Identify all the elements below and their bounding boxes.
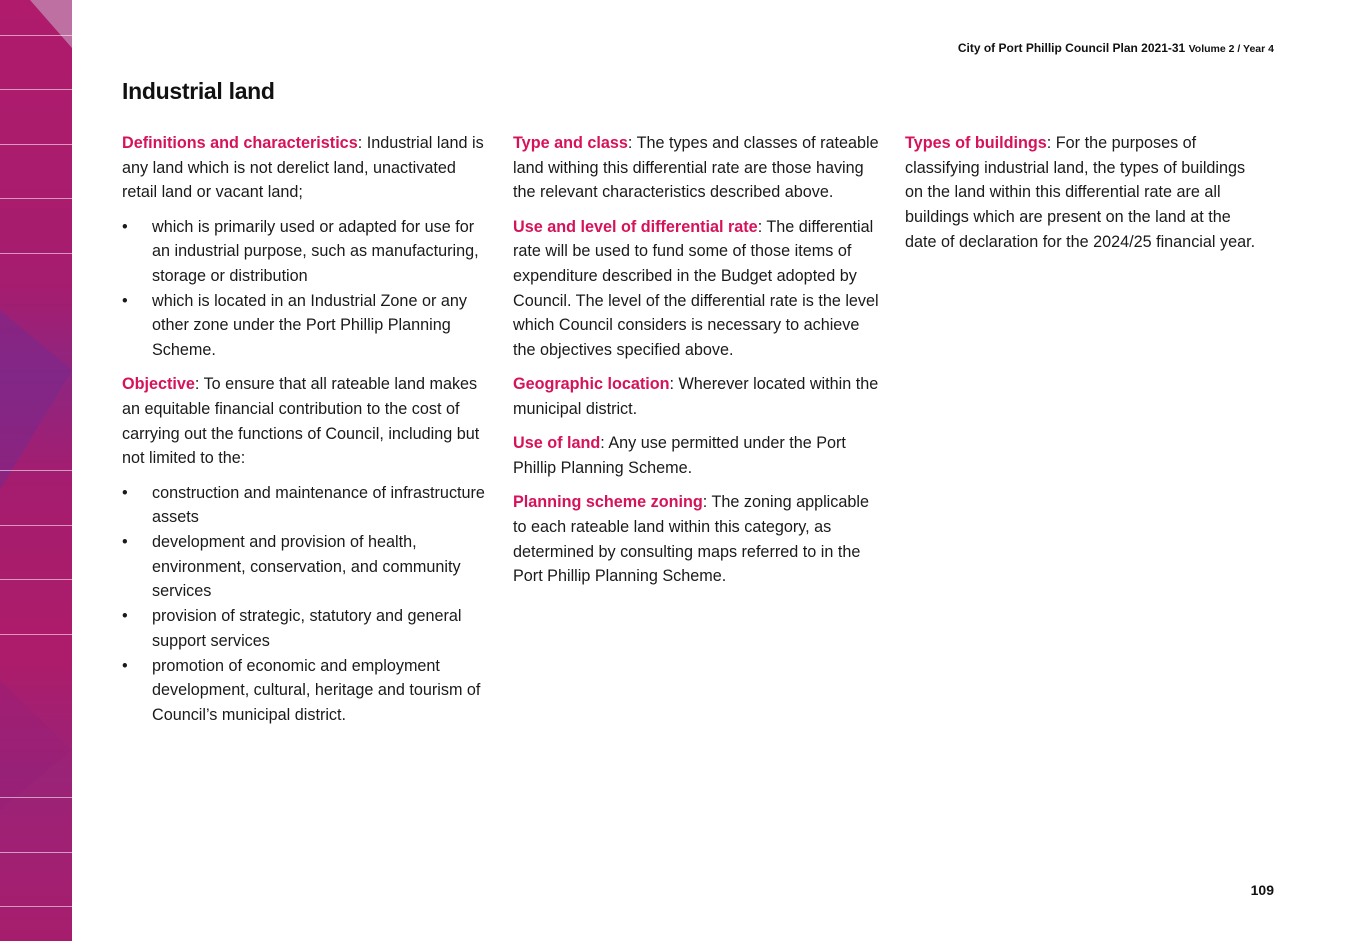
list-item: • provision of strategic, statutory and general support services — [122, 604, 494, 653]
objective-bullet-list — [122, 481, 494, 728]
zoning-paragraph: Planning scheme zoning: The zoning applicable to each rateable land within this category, as determined by consulting maps referred to in the Port Phillip Planning Scheme. — [513, 493, 869, 586]
bullet-icon: • — [122, 607, 128, 626]
definitions-paragraph — [122, 131, 494, 205]
bullet-icon: • — [122, 217, 128, 236]
list-item: • which is primarily used or adapted for use for an industrial purpose, such as manufacturing, storage or distribution — [122, 215, 494, 289]
use-of-land-paragraph: Use of land: Any use permitted under the Port Phillip Planning Scheme. — [513, 434, 846, 477]
objective-text: : To ensure that all rateable land makes an equitable financial contribution to the cost of carrying out the functions of Council, including but not limited to the: — [122, 375, 480, 468]
document-header — [958, 41, 1274, 55]
bullet-icon: • — [122, 533, 128, 552]
list-item: • development and provision of health, environment, conservation, and community services — [122, 530, 494, 604]
use-of-land-label: Use of land — [513, 434, 601, 453]
types-buildings-label: Types of buildings — [905, 134, 1047, 152]
definitions-text: : Industrial land is any land which is not derelict land, unactivated retail land or vacant land; — [122, 134, 484, 202]
use-level-paragraph: Use and level of differential rate: The differential rate will be used to fund some of those items of expenditure described in the Budget adopted by Council. The level of the differential rate is the level which Council considers is necessary to achieve the objectives specified above. — [513, 217, 879, 360]
bullet-icon: • — [122, 291, 128, 310]
types-buildings-paragraph: Types of buildings: For the purposes of classifying industrial land, the types of buildings on the land within this differential rate are all buildings which are present on the land at the date of declaration for the 2024/25 financial year. — [905, 134, 1256, 251]
list-item: • which is located in an Industrial Zone or any other zone under the Port Phillip Planning Scheme. — [122, 289, 494, 363]
objective-label: Objective — [122, 375, 195, 394]
definition-bullet-list — [122, 215, 494, 363]
geographic-paragraph: Geographic location: Wherever located within the municipal district. — [513, 375, 879, 419]
type-class-label: Type and class — [513, 134, 628, 152]
column-2 — [513, 131, 885, 598]
list-item: • construction and maintenance of infrastructure assets — [122, 481, 494, 530]
zoning-label: Planning scheme zoning — [513, 493, 703, 512]
plan-title: City of Port Phillip Council Plan 2021-31 — [957, 41, 1186, 55]
volume-year: Volume 2 / Year 4 — [1188, 43, 1274, 55]
column-1 — [122, 131, 494, 737]
decorative-sidebar — [0, 0, 72, 941]
objective-paragraph — [122, 372, 494, 471]
list-item: • promotion of economic and employment development, cultural, heritage and tourism of Council’s municipal district. — [122, 654, 494, 728]
definitions-label: Definitions and characteristics — [122, 134, 358, 152]
page-title: Industrial land — [122, 78, 275, 104]
use-level-label: Use and level of differential rate — [513, 217, 758, 236]
geographic-label: Geographic location — [513, 375, 670, 394]
page-number: 109 — [1250, 882, 1274, 898]
bullet-icon: • — [122, 656, 128, 675]
bullet-icon: • — [122, 483, 128, 502]
column-3 — [905, 131, 1265, 264]
type-class-paragraph: Type and class: The types and classes of rateable land withing this differential rate are those having the relevant characteristics described above. — [513, 134, 879, 202]
